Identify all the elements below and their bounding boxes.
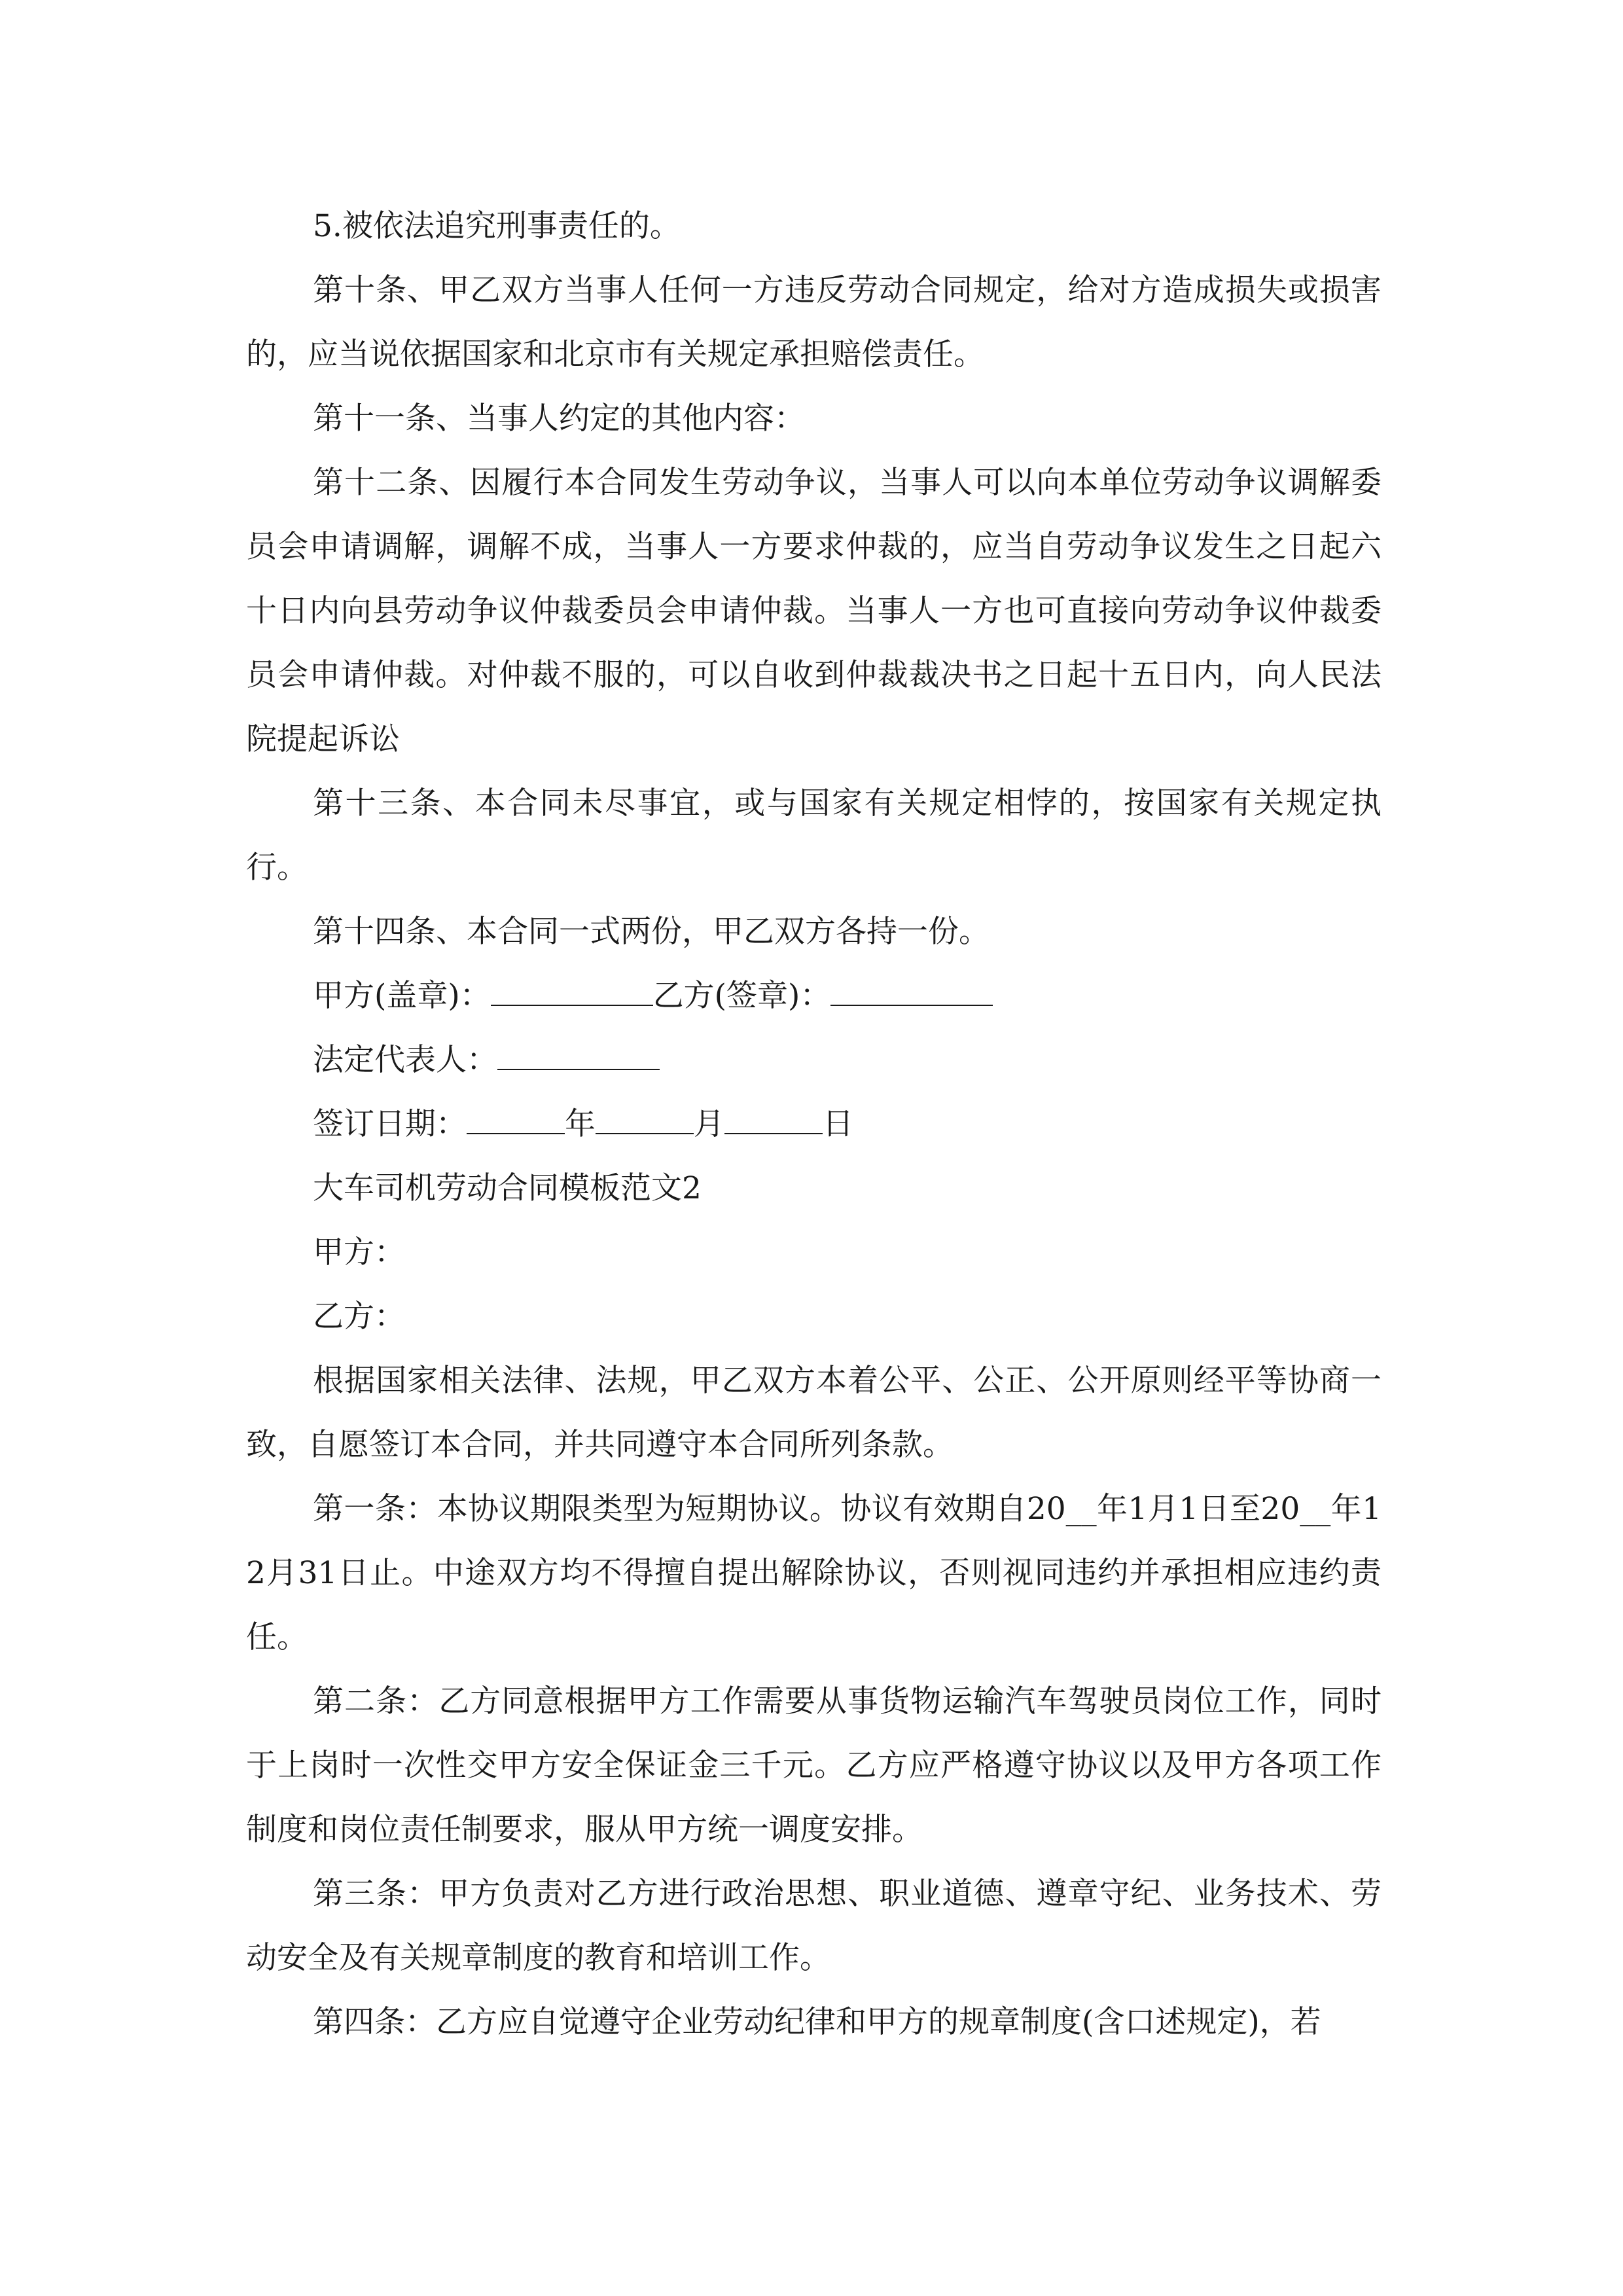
paragraph-clause-4: 第四条：乙方应自觉遵守企业劳动纪律和甲方的规章制度(含口述规定)，若 [313,2004,1321,2040]
paragraph-clause-1: 第一条：本协议期限类型为短期协议。协议有效期自20__年1月1日至20__年12月31日止。中途双方均不得擅自提出解除协议，否则视同违约并承担相应违约责任。 [246,1491,1382,1655]
legal-rep-blank [497,1043,660,1070]
paragraph-item-5: 5.被依法追究刑事责任的。 [313,208,681,244]
paragraph-preamble: 根据国家相关法律、法规，甲乙双方本着公平、公正、公开原则经平等协商一致，自愿签订本合同，并共同遵守本合同所列条款。 [246,1363,1382,1463]
party-a-line: 甲方： [313,1234,405,1270]
party-a-seal-blank [491,978,653,1006]
paragraph-clause-3: 第三条：甲方负责对乙方进行政治思想、职业道德、遵章守纪、业务技术、劳动安全及有关规章制度的教育和培训工作。 [246,1876,1382,1976]
month-blank [596,1107,694,1134]
day-blank [724,1107,823,1134]
paragraph-article-14: 第十四条、本合同一式两份，甲乙双方各持一份。 [313,914,990,950]
party-b-sign-blank [830,978,993,1006]
sign-date-label: 签订日期： [313,1106,467,1142]
sign-date-line [246,1092,1382,1157]
paragraph-article-11: 第十一条、当事人约定的其他内容： [313,401,805,437]
year-blank [467,1107,565,1134]
second-contract-title: 大车司机劳动合同模板范文2 [313,1170,702,1206]
party-b-sign-label: 乙方(签章)： [652,978,831,1014]
paragraph-article-10: 第十条、甲乙双方当事人任何一方违反劳动合同规定，给对方造成损失或损害的，应当说依据国家和北京市有关规定承担赔偿责任。 [246,272,1382,372]
document-body [246,194,1382,2054]
month-label: 月 [694,1106,724,1142]
day-label: 日 [823,1106,853,1142]
legal-rep-label: 法定代表人： [313,1042,497,1078]
paragraph-article-12: 第十二条、因履行本合同发生劳动争议，当事人可以向本单位劳动争议调解委员会申请调解，调解不成，当事人一方要求仲裁的，应当自劳动争议发生之日起六十日内向县劳动争议仲裁委员会申请仲裁。当事人一方也可直接向劳动争议仲裁委员会申请仲裁。对仲裁不服的，可以自收到仲裁裁决书之日起十五日内，向人民法院提起诉讼 [246,465,1382,757]
paragraph-article-13: 第十三条、本合同未尽事宜，或与国家有关规定相悖的，按国家有关规定执行。 [246,785,1382,886]
signature-parties-line [246,964,1382,1028]
party-a-seal-label: 甲方(盖章)： [313,978,491,1014]
year-label: 年 [565,1106,596,1142]
paragraph-clause-2: 第二条：乙方同意根据甲方工作需要从事货物运输汽车驾驶员岗位工作，同时于上岗时一次性交甲方安全保证金三千元。乙方应严格遵守协议以及甲方各项工作制度和岗位责任制要求，服从甲方统一调度安排。 [246,1683,1382,1848]
party-b-line: 乙方： [313,1299,405,1335]
legal-rep-line [246,1028,1382,1092]
